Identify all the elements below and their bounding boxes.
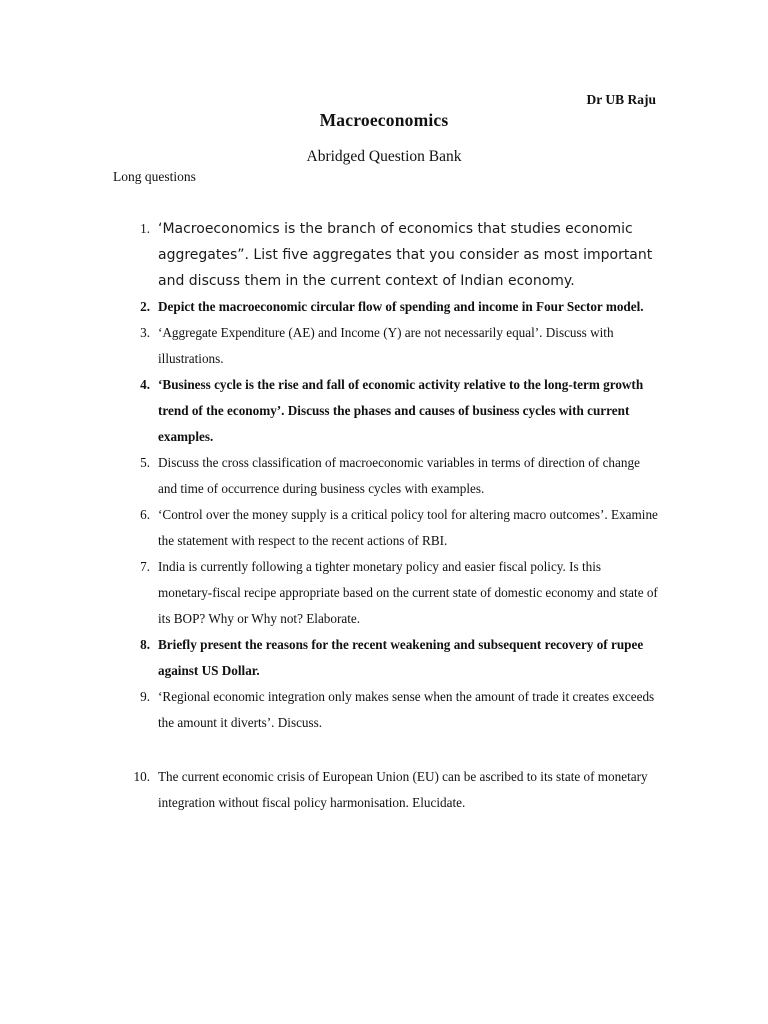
question-item-9 (0, 684, 768, 736)
question-number: 6. (140, 507, 150, 522)
question-item-7 (0, 554, 768, 632)
question-number: 9. (140, 689, 150, 704)
page-subtitle: Abridged Question Bank (306, 148, 462, 165)
question-list (0, 216, 768, 816)
question-number: 7. (140, 559, 150, 574)
question-text: Briefly present the reasons for the recent weakening and subsequent recovery of rupee against US Dollar. (158, 637, 644, 678)
question-text: ‘Business cycle is the rise and fall of economic activity relative to the long-term growth trend of the economy’. Discuss the phases and causes of business cycles with current examples. (158, 377, 644, 444)
question-item-1 (0, 216, 768, 294)
question-text: ‘Macroeconomics is the branch of economics that studies economic aggregates”. List five aggregates that you consider as most important and discuss them in the current context of Indian economy. (158, 221, 653, 289)
question-text: ‘Control over the money supply is a critical policy tool for altering macro outcomes’. Examine the statement with respect to the recent actions of RBI. (158, 507, 658, 548)
question-item-3 (0, 320, 768, 372)
question-item-2 (0, 294, 768, 320)
question-number: 1. (140, 221, 150, 236)
question-text: Depict the macroeconomic circular flow of spending and income in Four Sector model. (158, 299, 644, 314)
question-item-5 (0, 450, 768, 502)
section-label: Long questions (113, 169, 196, 184)
author-name: Dr UB Raju (586, 92, 656, 107)
question-text: India is currently following a tighter monetary policy and easier fiscal policy. Is this monetary-fiscal recipe appropriate based on the current state of domestic economy and state of its BOP? Why or Why not? Elaborate. (158, 559, 658, 626)
question-number: 2. (140, 299, 150, 314)
question-text: ‘Aggregate Expenditure (AE) and Income (Y) are not necessarily equal’. Discuss with illustrations. (158, 325, 614, 366)
question-number: 5. (140, 455, 150, 470)
question-text: ‘Regional economic integration only makes sense when the amount of trade it creates exceeds the amount it diverts’. Discuss. (158, 689, 655, 730)
question-item-10 (0, 764, 768, 816)
question-number: 10. (133, 769, 150, 784)
question-text: Discuss the cross classification of macroeconomic variables in terms of direction of change and time of occurrence during business cycles with examples. (158, 455, 640, 496)
question-item-6 (0, 502, 768, 554)
question-text: The current economic crisis of European Union (EU) can be ascribed to its state of monetary integration without fiscal policy harmonisation. Elucidate. (158, 769, 648, 810)
question-number: 8. (140, 637, 150, 652)
question-item-4 (0, 372, 768, 450)
question-number: 4. (140, 377, 150, 392)
question-number: 3. (140, 325, 150, 340)
page-title: Macroeconomics (319, 110, 449, 130)
question-item-8 (0, 632, 768, 684)
